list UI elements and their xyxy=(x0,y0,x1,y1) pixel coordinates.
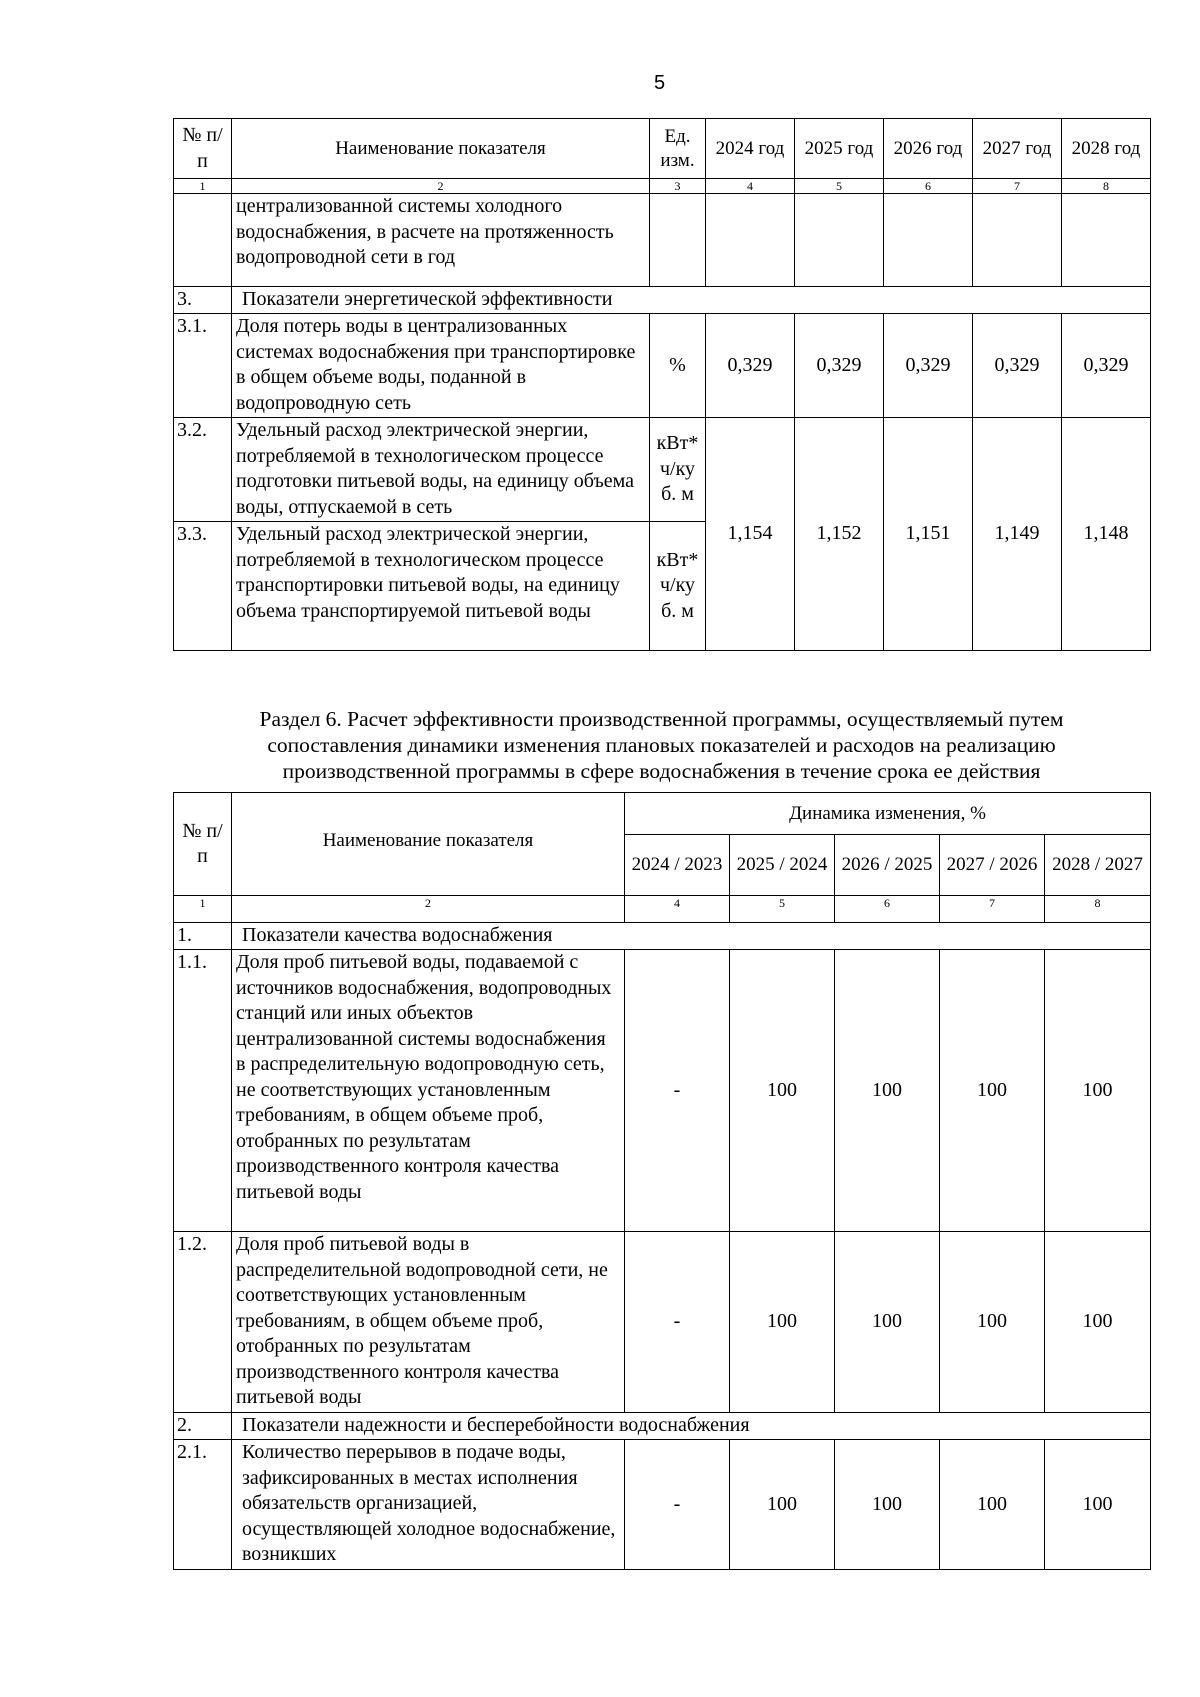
column-number: 7 xyxy=(973,179,1062,194)
section-title: Показатели энергетической эффективности xyxy=(232,287,1151,314)
header-period: 2027 / 2026 xyxy=(940,835,1045,896)
merged-value: 1,151 xyxy=(884,418,973,651)
column-number: 5 xyxy=(795,179,884,194)
row-value: 100 xyxy=(940,1232,1045,1413)
column-number: 8 xyxy=(1062,179,1151,194)
row-value: 100 xyxy=(940,1440,1045,1570)
row-value: 0,329 xyxy=(795,314,884,418)
column-number: 4 xyxy=(706,179,795,194)
row-value: 100 xyxy=(835,1232,940,1413)
page-number: 5 xyxy=(653,72,666,94)
section-num: 2. xyxy=(174,1413,232,1440)
row-value: - xyxy=(625,1232,730,1413)
column-number: 1 xyxy=(174,179,232,194)
row-value: 100 xyxy=(835,1440,940,1570)
column-number: 2 xyxy=(232,179,650,194)
column-number: 6 xyxy=(884,179,973,194)
section-title: Показатели надежности и бесперебойности водоснабжения xyxy=(232,1413,1151,1440)
section-title: Показатели качества водоснабжения xyxy=(232,923,1151,950)
row-name: Доля проб питьевой воды, подаваемой с источников водоснабжения, водопроводных станций или иных объектов централизованной системы водоснабжения в распределительную водопроводную сеть, не соответствующих установленным требованиям, в общем объеме проб, отобранных по результатам производственного контроля качества питьевой воды xyxy=(232,950,625,1232)
efficiency-table xyxy=(173,792,1151,1570)
row-name: Доля потерь воды в централизованных системах водоснабжения при транспортировке в общем объеме воды, поданной в водопроводную сеть xyxy=(232,314,650,418)
column-number: 4 xyxy=(625,896,730,923)
row-num: 2.1. xyxy=(174,1440,232,1570)
row-num: 3.2. xyxy=(174,418,232,522)
row-value xyxy=(884,194,973,287)
row-value: 100 xyxy=(1045,950,1151,1232)
column-number: 2 xyxy=(232,896,625,923)
column-number: 1 xyxy=(174,896,232,923)
row-value: 100 xyxy=(940,950,1045,1232)
merged-value: 1,152 xyxy=(795,418,884,651)
column-number: 6 xyxy=(835,896,940,923)
row-name: централизованной системы холодного водоснабжения, в расчете на протяженность водопроводной сети в год xyxy=(232,194,650,287)
row-value: 100 xyxy=(730,950,835,1232)
heading-line: производственной программы в сфере водоснабжения в течение срока ее действия xyxy=(282,759,1041,783)
section-num: 3. xyxy=(174,287,232,314)
header-num: № п/п xyxy=(174,119,232,179)
header-period: 2028 / 2027 xyxy=(1045,835,1151,896)
header-year: 2025 год xyxy=(795,119,884,179)
merged-value: 1,154 xyxy=(706,418,795,651)
header-period: 2025 / 2024 xyxy=(730,835,835,896)
row-num: 1.1. xyxy=(174,950,232,1232)
row-num: 3.3. xyxy=(174,522,232,651)
row-name: Количество перерывов в подаче воды, зафиксированных в местах исполнения обязательств организацией, осуществляющей холодное водоснабжение, возникших xyxy=(232,1440,625,1570)
row-name: Удельный расход электрической энергии, потребляемой в технологическом процессе транспортировки питьевой воды, на единицу объема транспортируемой питьевой воды xyxy=(232,522,650,651)
header-year: 2027 год xyxy=(973,119,1062,179)
header-period: 2024 / 2023 xyxy=(625,835,730,896)
header-name: Наименование показателя xyxy=(232,119,650,179)
indicators-table xyxy=(173,118,1151,651)
row-num xyxy=(174,194,232,287)
row-value: 100 xyxy=(1045,1232,1151,1413)
row-value xyxy=(1062,194,1151,287)
row-value: 100 xyxy=(1045,1440,1151,1570)
column-number: 8 xyxy=(1045,896,1151,923)
row-unit xyxy=(650,194,706,287)
row-value: 100 xyxy=(730,1440,835,1570)
row-value: - xyxy=(625,1440,730,1570)
row-name: Удельный расход электрической энергии, потребляемой в технологическом процессе подготовки питьевой воды, на единицу объема воды, отпускаемой в сеть xyxy=(232,418,650,522)
row-value: 0,329 xyxy=(1062,314,1151,418)
row-value: 100 xyxy=(835,950,940,1232)
row-unit: % xyxy=(650,314,706,418)
header-dynamics: Динамика изменения, % xyxy=(625,793,1151,835)
heading-line: Раздел 6. Расчет эффективности производственной программы, осуществляемый путем xyxy=(259,707,1064,731)
row-name: Доля проб питьевой воды в распределительной водопроводной сети, не соответствующих установленным требованиям, в общем объеме проб, отобранных по результатам производственного контроля качества питьевой воды xyxy=(232,1232,625,1413)
row-value xyxy=(706,194,795,287)
row-value xyxy=(973,194,1062,287)
row-value xyxy=(795,194,884,287)
row-value: 0,329 xyxy=(884,314,973,418)
row-value: 0,329 xyxy=(973,314,1062,418)
row-num: 3.1. xyxy=(174,314,232,418)
column-number: 7 xyxy=(940,896,1045,923)
header-year: 2028 год xyxy=(1062,119,1151,179)
merged-value: 1,148 xyxy=(1062,418,1151,651)
header-year: 2026 год xyxy=(884,119,973,179)
row-value: - xyxy=(625,950,730,1232)
header-name: Наименование показателя xyxy=(232,793,625,896)
column-number: 5 xyxy=(730,896,835,923)
header-unit: Ед. изм. xyxy=(650,119,706,179)
row-value: 0,329 xyxy=(706,314,795,418)
section-num: 1. xyxy=(174,923,232,950)
merged-value: 1,149 xyxy=(973,418,1062,651)
row-unit: кВт* ч/ку б. м xyxy=(650,418,706,522)
heading-line: сопоставления динамики изменения плановых показателей и расходов на реализацию xyxy=(267,733,1056,757)
header-period: 2026 / 2025 xyxy=(835,835,940,896)
header-num: № п/п xyxy=(174,793,232,896)
row-value: 100 xyxy=(730,1232,835,1413)
row-unit: кВт* ч/ку б. м xyxy=(650,522,706,651)
column-number: 3 xyxy=(650,179,706,194)
row-num: 1.2. xyxy=(174,1232,232,1413)
header-year: 2024 год xyxy=(706,119,795,179)
section-6-heading xyxy=(173,706,1150,784)
